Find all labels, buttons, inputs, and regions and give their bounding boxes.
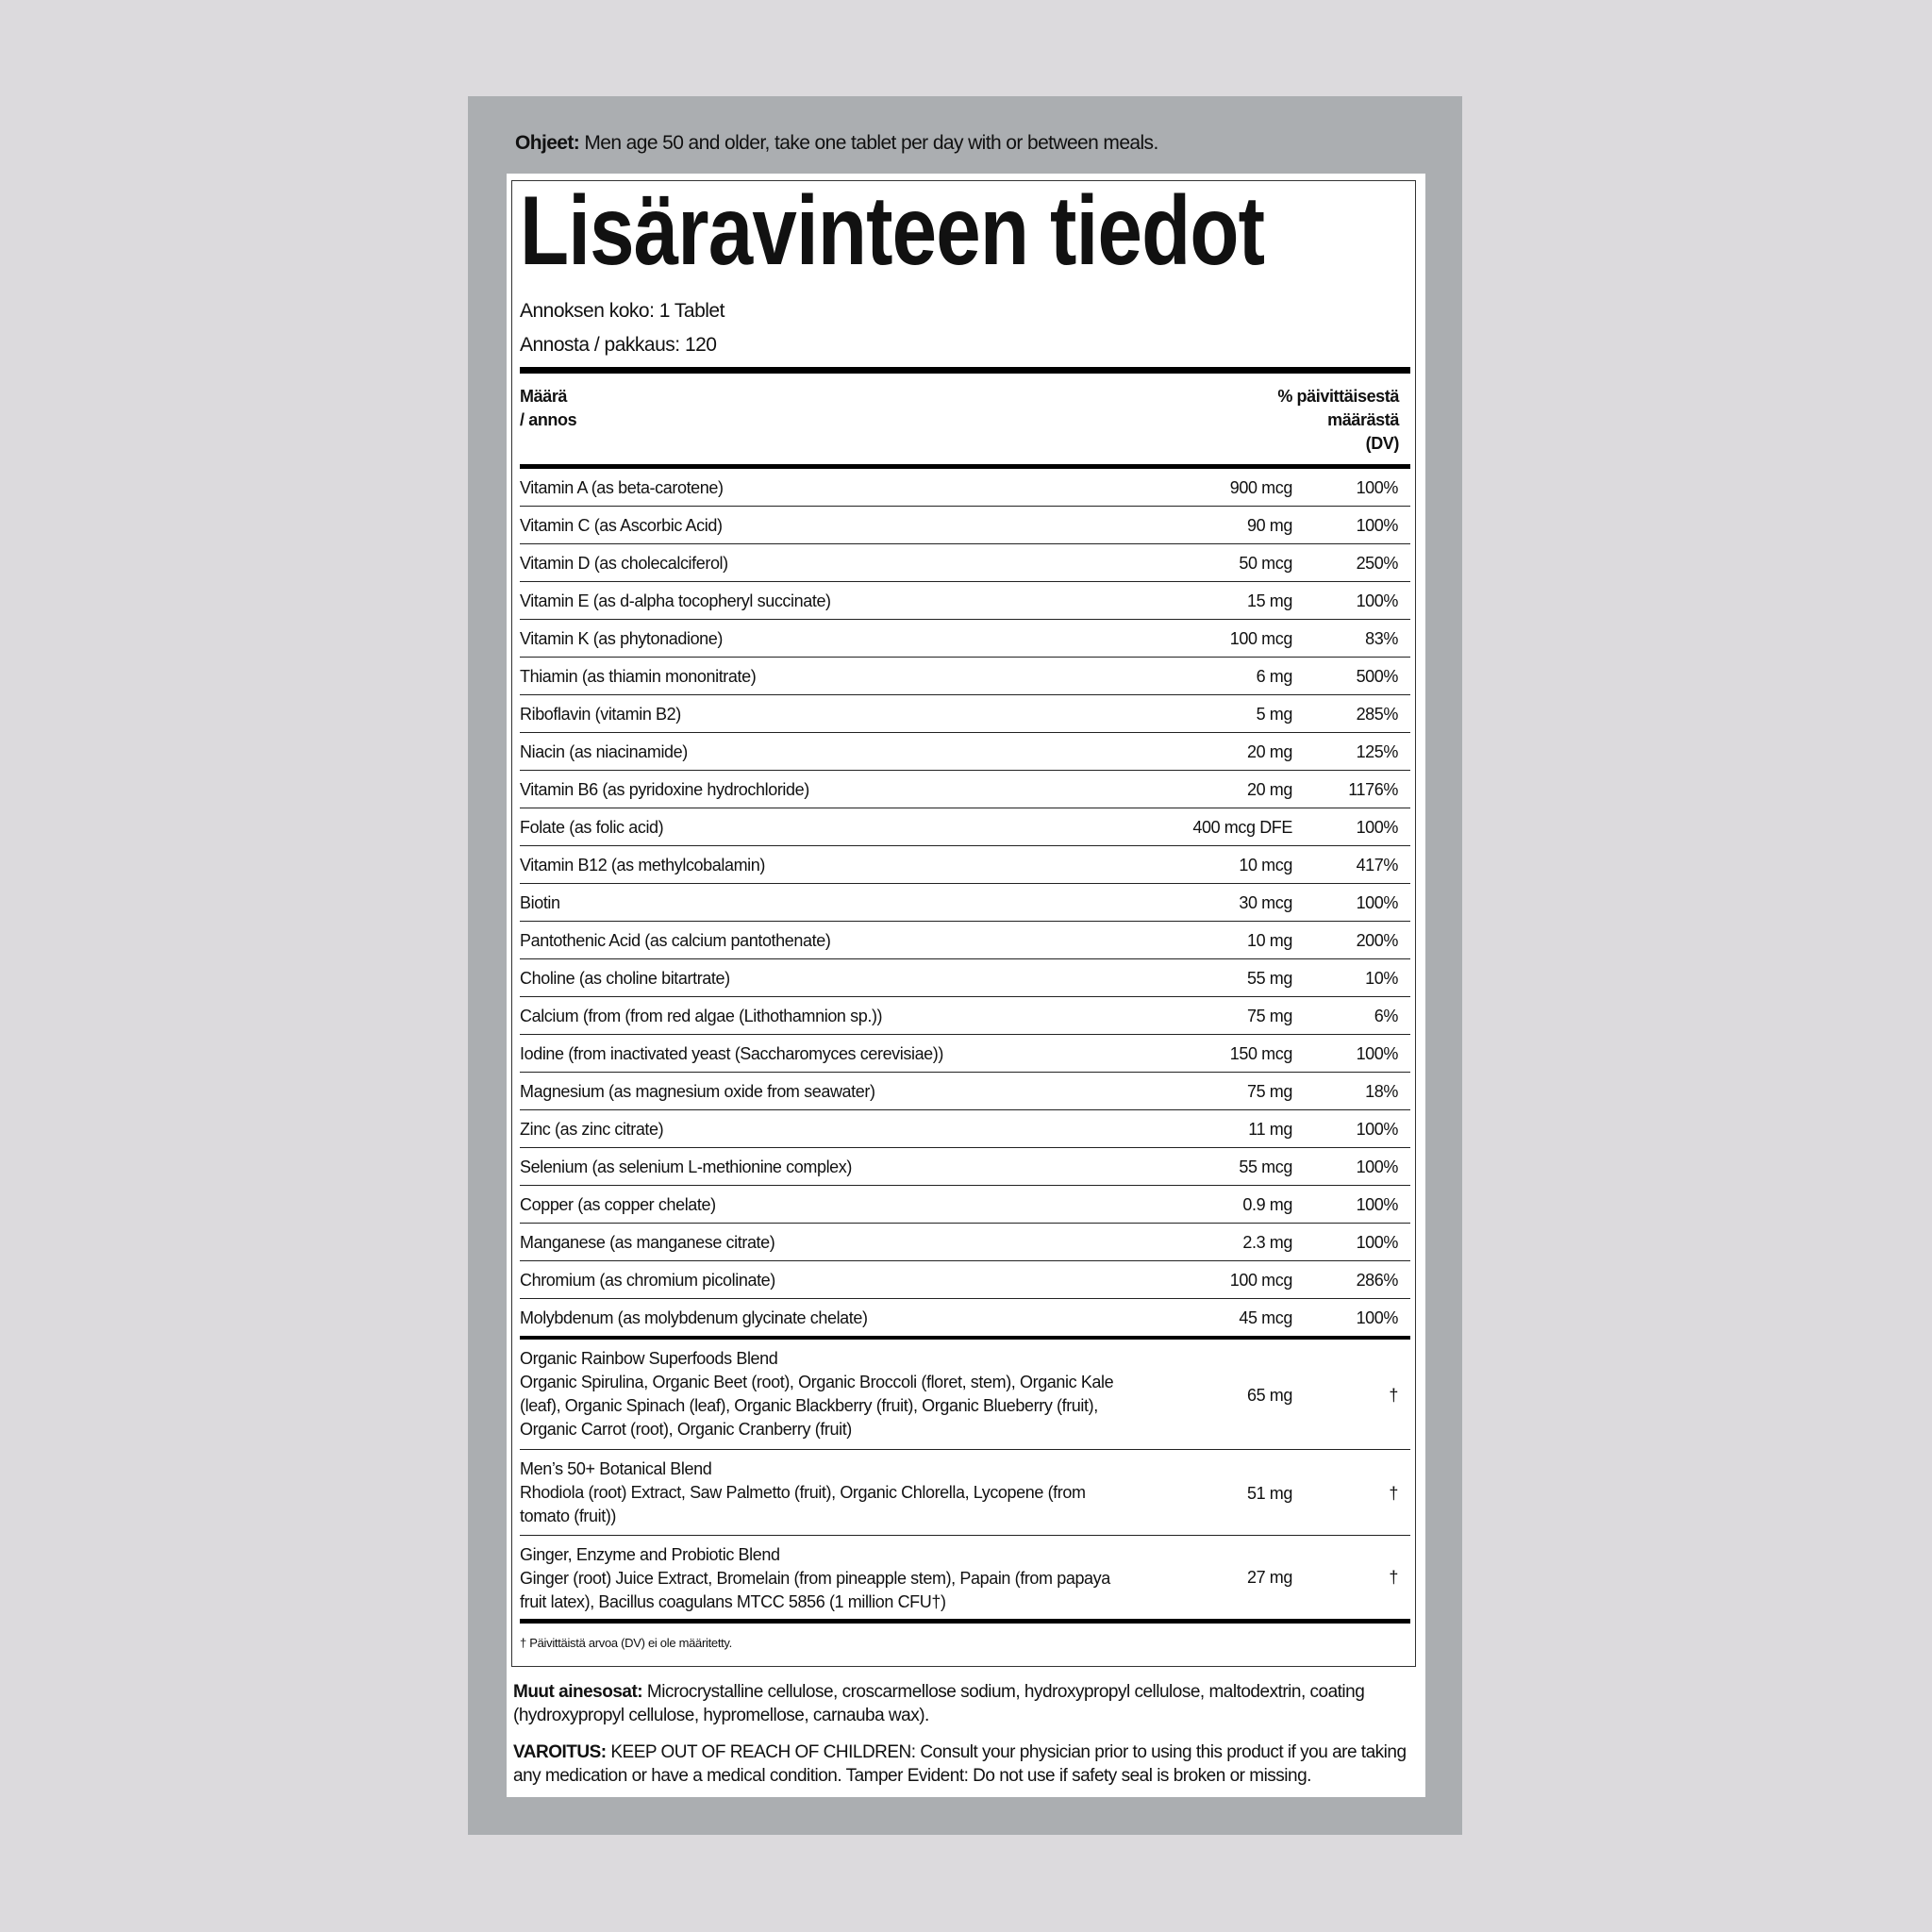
nutrient-amount: 6 mg [1256, 667, 1292, 686]
nutrient-amount: 150 mcg [1229, 1044, 1292, 1063]
dv-header-line: (DV) [1365, 434, 1399, 453]
nutrient-name: Manganese (as manganese citrate) [520, 1233, 775, 1252]
nutrient-name: Selenium (as selenium L-methionine complex) [520, 1158, 852, 1176]
blend-ingredients: Organic Spirulina, Organic Beet (root), Organic Broccoli (floret, stem), Organic Kale (leaf), Organic Spinach (leaf), Organic Blackberry (fruit), Organic Blueberry (fruit), Organic Carrot (root), Organic Cranberry (fruit) [520, 1373, 1114, 1439]
nutrient-name: Iodine (from inactivated yeast (Saccharomyces cerevisiae)) [520, 1044, 943, 1063]
nutrient-name: Molybdenum (as molybdenum glycinate chelate) [520, 1308, 868, 1327]
nutrient-amount: 11 mg [1248, 1120, 1292, 1139]
nutrient-amount: 50 mcg [1239, 554, 1292, 573]
nutrient-dv: 100% [1356, 591, 1398, 610]
dv-header-line: % päivittäisestä [1277, 387, 1399, 406]
amount-header-line: Määrä [520, 387, 568, 406]
serving-size: Annoksen koko: 1 Tablet [520, 300, 724, 322]
blend-row [520, 1340, 1410, 1450]
blend-row [520, 1536, 1410, 1619]
dv-header [1277, 385, 1399, 456]
nutrient-name: Vitamin E (as d-alpha tocopheryl succinate) [520, 591, 831, 610]
nutrient-name: Folate (as folic acid) [520, 818, 664, 837]
nutrient-amount: 900 mcg [1229, 478, 1292, 497]
table-row [520, 884, 1410, 922]
nutrient-dv: 500% [1356, 667, 1398, 686]
table-row [520, 1261, 1410, 1299]
nutrient-dv: 250% [1356, 554, 1398, 573]
nutrient-amount: 45 mcg [1239, 1308, 1292, 1327]
nutrient-name: Vitamin K (as phytonadione) [520, 629, 723, 648]
nutrient-name: Zinc (as zinc citrate) [520, 1120, 664, 1139]
nutrient-dv: 200% [1356, 931, 1398, 950]
nutrient-name: Choline (as choline bitartrate) [520, 969, 730, 988]
table-row [520, 922, 1410, 959]
nutrient-dv: 100% [1356, 1195, 1398, 1214]
table-row [520, 1073, 1410, 1110]
nutrient-name: Vitamin C (as Ascorbic Acid) [520, 516, 723, 535]
nutrient-dv: 100% [1356, 516, 1398, 535]
table-row [520, 620, 1410, 658]
nutrient-name: Biotin [520, 893, 560, 912]
nutrient-dv: 100% [1356, 1158, 1398, 1176]
other-ingredients-label: Muut ainesosat: [513, 1682, 643, 1702]
nutrient-name: Magnesium (as magnesium oxide from seawater) [520, 1082, 875, 1101]
nutrient-name: Copper (as copper chelate) [520, 1195, 716, 1214]
nutrient-dv: 100% [1356, 818, 1398, 837]
table-row [520, 1035, 1410, 1073]
nutrient-amount: 5 mg [1256, 705, 1292, 724]
nutrient-name: Chromium (as chromium picolinate) [520, 1271, 775, 1290]
table-row [520, 658, 1410, 695]
table-row [520, 959, 1410, 997]
nutrient-name: Calcium (from (from red algae (Lithothamnion sp.)) [520, 1007, 883, 1025]
nutrient-dv: 100% [1356, 893, 1398, 912]
table-row [520, 469, 1410, 507]
nutrient-amount: 20 mg [1246, 742, 1292, 761]
table-row [520, 544, 1410, 582]
nutrient-name: Vitamin A (as beta-carotene) [520, 478, 724, 497]
dv-header-line: määrästä [1327, 410, 1399, 429]
directions-text: Men age 50 and older, take one tablet per day with or between meals. [579, 132, 1158, 154]
nutrient-amount: 100 mcg [1229, 1271, 1292, 1290]
table-row [520, 808, 1410, 846]
nutrient-amount: 2.3 mg [1242, 1233, 1292, 1252]
table-row [520, 1224, 1410, 1261]
nutrient-amount: 10 mcg [1239, 856, 1292, 874]
nutrient-amount: 10 mg [1246, 931, 1292, 950]
nutrient-name: Pantothenic Acid (as calcium pantothenate) [520, 931, 831, 950]
table-row [520, 1299, 1410, 1337]
table-row [520, 1110, 1410, 1148]
nutrient-dv: 100% [1356, 1120, 1398, 1139]
table-row [520, 507, 1410, 544]
directions [515, 132, 1158, 155]
blend-name: Ginger, Enzyme and Probiotic Blend [520, 1545, 780, 1564]
nutrient-dv: 417% [1356, 856, 1398, 874]
amount-header-line: / annos [520, 410, 577, 429]
nutrient-dv: 286% [1356, 1271, 1398, 1290]
nutrient-dv: 1176% [1348, 780, 1398, 799]
table-row [520, 997, 1410, 1035]
nutrient-amount: 55 mg [1246, 969, 1292, 988]
amount-header [520, 385, 576, 432]
table-row [520, 1148, 1410, 1186]
other-ingredients [513, 1680, 1409, 1727]
nutrient-dv: 10% [1365, 969, 1398, 988]
table-row [520, 733, 1410, 771]
nutrient-dv: 100% [1356, 1233, 1398, 1252]
warning-text: KEEP OUT OF REACH OF CHILDREN: Consult your physician prior to using this product if you are taking any medication or have a medical condition. Tamper Evident: Do not use if safety seal is broken or missing. [513, 1742, 1407, 1786]
blend-dv: † [1389, 1483, 1398, 1503]
blend-amount: 65 mg [1246, 1385, 1292, 1405]
blend-name: Organic Rainbow Superfoods Blend [520, 1349, 778, 1368]
nutrient-dv: 6% [1374, 1007, 1398, 1025]
footnote: † Päivittäistä arvoa (DV) ei ole määritetty. [520, 1636, 732, 1650]
table-row [520, 582, 1410, 620]
thick-divider [520, 1619, 1410, 1624]
blend-name: Men’s 50+ Botanical Blend [520, 1459, 712, 1478]
table-row [520, 771, 1410, 808]
table-row [520, 846, 1410, 884]
nutrient-dv: 100% [1356, 478, 1398, 497]
directions-label: Ohjeet: [515, 132, 580, 154]
blend-ingredients: Rhodiola (root) Extract, Saw Palmetto (fruit), Organic Chlorella, Lycopene (from tomato (fruit)) [520, 1483, 1086, 1525]
blend-amount: 27 mg [1246, 1568, 1292, 1587]
blend-dv: † [1389, 1385, 1398, 1405]
nutrient-name: Niacin (as niacinamide) [520, 742, 688, 761]
blend-dv: † [1389, 1568, 1398, 1587]
blend-ingredients: Ginger (root) Juice Extract, Bromelain (from pineapple stem), Papain (from papaya fruit latex), Bacillus coagulans MTCC 5856 (1 million CFU†) [520, 1569, 1110, 1611]
nutrient-amount: 100 mcg [1229, 629, 1292, 648]
nutrient-name: Vitamin D (as cholecalciferol) [520, 554, 728, 573]
blend-row [520, 1450, 1410, 1536]
warning [513, 1740, 1409, 1788]
nutrient-dv: 285% [1356, 705, 1398, 724]
nutrient-dv: 100% [1356, 1308, 1398, 1327]
other-ingredients-text: Microcrystalline cellulose, croscarmellose sodium, hydroxypropyl cellulose, maltodextrin, coating (hydroxypropyl cellulose, hypromellose, carnauba wax). [513, 1682, 1365, 1725]
blend-amount: 51 mg [1246, 1483, 1292, 1503]
nutrient-amount: 30 mcg [1239, 893, 1292, 912]
blend-description [520, 1457, 1124, 1528]
nutrient-dv: 125% [1356, 742, 1398, 761]
table-row [520, 1186, 1410, 1224]
nutrient-name: Vitamin B12 (as methylcobalamin) [520, 856, 765, 874]
nutrient-amount: 55 mcg [1239, 1158, 1292, 1176]
nutrient-amount: 75 mg [1246, 1082, 1292, 1101]
blend-description [520, 1347, 1124, 1441]
nutrient-amount: 15 mg [1246, 591, 1292, 610]
thick-divider [520, 367, 1410, 374]
nutrient-name: Vitamin B6 (as pyridoxine hydrochloride) [520, 780, 809, 799]
nutrient-dv: 100% [1356, 1044, 1398, 1063]
nutrient-amount: 0.9 mg [1242, 1195, 1292, 1214]
warning-label: VAROITUS: [513, 1742, 607, 1762]
servings-per-container: Annosta / pakkaus: 120 [520, 334, 717, 356]
table-row [520, 695, 1410, 733]
nutrient-dv: 18% [1365, 1082, 1398, 1101]
nutrient-name: Thiamin (as thiamin mononitrate) [520, 667, 757, 686]
nutrient-dv: 83% [1365, 629, 1398, 648]
nutrient-amount: 400 mcg DFE [1192, 818, 1292, 837]
nutrient-amount: 20 mg [1246, 780, 1292, 799]
nutrient-name: Riboflavin (vitamin B2) [520, 705, 681, 724]
nutrient-amount: 75 mg [1246, 1007, 1292, 1025]
supplement-facts-title: Lisäravinteen tiedot [520, 176, 1265, 286]
blend-description [520, 1543, 1124, 1614]
nutrient-amount: 90 mg [1246, 516, 1292, 535]
